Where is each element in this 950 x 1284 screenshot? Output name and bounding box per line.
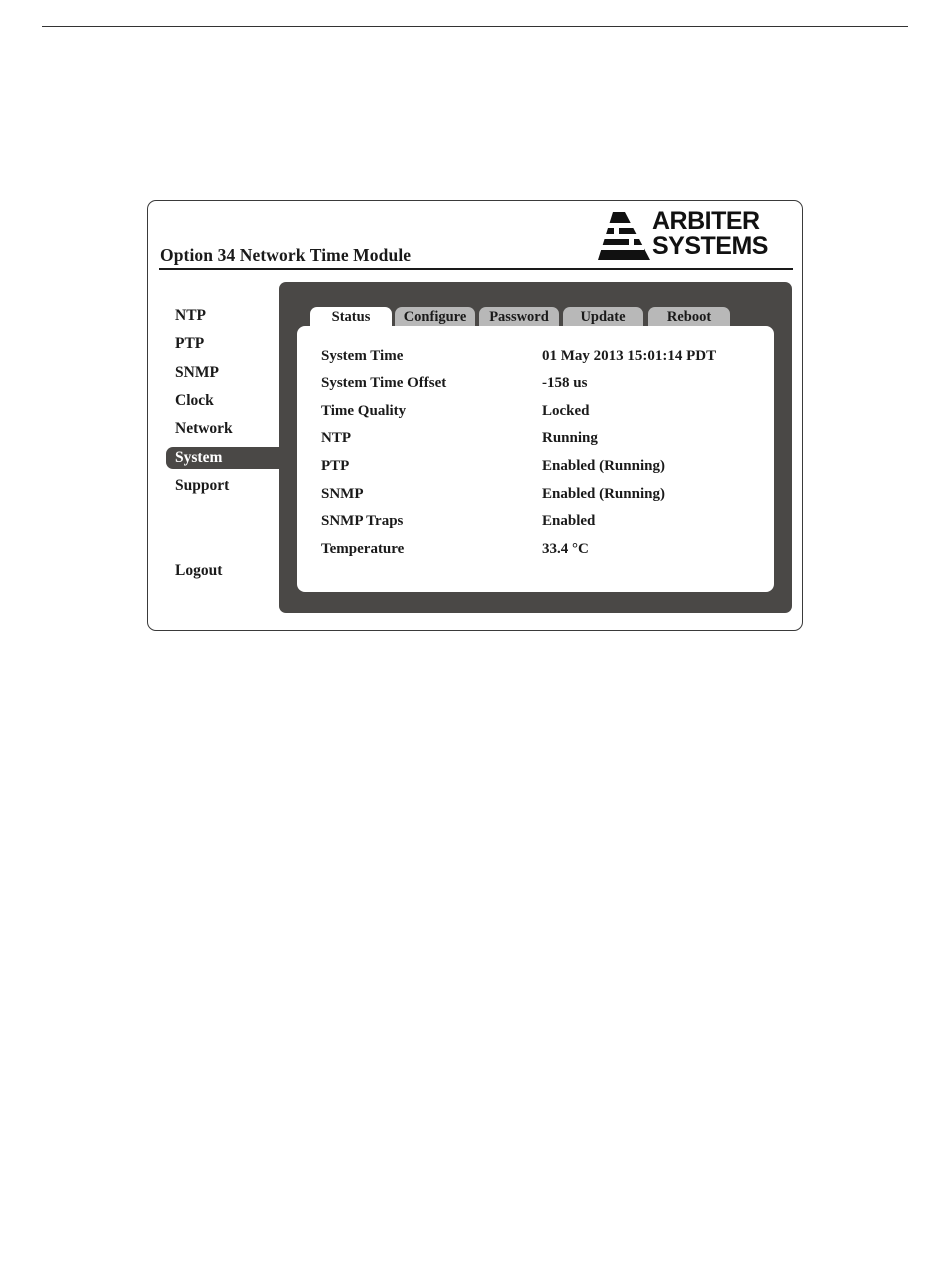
sidebar-item-system[interactable]: System <box>166 447 286 469</box>
status-label: SNMP <box>321 486 364 502</box>
status-label: Time Quality <box>321 403 407 419</box>
tab-reboot[interactable]: Reboot <box>648 307 730 327</box>
page-title: Option 34 Network Time Module <box>160 245 412 265</box>
status-content <box>297 326 774 592</box>
logo-line-1: ARBITER <box>652 207 760 235</box>
sidebar-item-support[interactable]: Support <box>175 477 230 494</box>
sidebar-item-ntp[interactable]: NTP <box>175 307 206 324</box>
sidebar-item-ptp[interactable]: PTP <box>175 335 205 352</box>
tab-configure[interactable]: Configure <box>395 307 475 327</box>
main-panel <box>279 282 792 613</box>
logo-line-2: SYSTEMS <box>652 232 768 260</box>
tab-update[interactable]: Update <box>563 307 643 327</box>
status-value: 33.4 °C <box>542 541 589 557</box>
tab-password[interactable]: Password <box>479 307 559 327</box>
arbiter-logo-icon <box>598 212 650 260</box>
status-value: 01 May 2013 15:01:14 PDT <box>542 348 717 364</box>
status-value: Enabled <box>542 513 596 529</box>
status-value: Enabled (Running) <box>542 486 665 502</box>
status-value: Running <box>542 430 598 446</box>
status-label: PTP <box>321 458 350 474</box>
status-value: Locked <box>542 403 590 419</box>
status-value: -158 us <box>542 375 588 391</box>
status-label: SNMP Traps <box>321 513 404 529</box>
sidebar-nav <box>166 305 286 595</box>
status-label: System Time <box>321 348 404 364</box>
status-label: NTP <box>321 430 351 446</box>
tab-status[interactable]: Status <box>310 307 392 327</box>
status-value: Enabled (Running) <box>542 458 665 474</box>
status-label: System Time Offset <box>321 375 447 391</box>
page-top-rule <box>42 26 908 27</box>
arbiter-systems-logo <box>598 207 784 261</box>
status-label: Temperature <box>321 541 405 557</box>
web-interface-window <box>147 200 803 631</box>
logo-text <box>652 209 768 259</box>
sidebar-item-clock[interactable]: Clock <box>175 392 214 409</box>
sidebar-item-network[interactable]: Network <box>175 420 233 437</box>
sidebar-item-snmp[interactable]: SNMP <box>175 364 219 381</box>
title-divider <box>159 268 793 270</box>
logout-link[interactable]: Logout <box>175 562 223 579</box>
